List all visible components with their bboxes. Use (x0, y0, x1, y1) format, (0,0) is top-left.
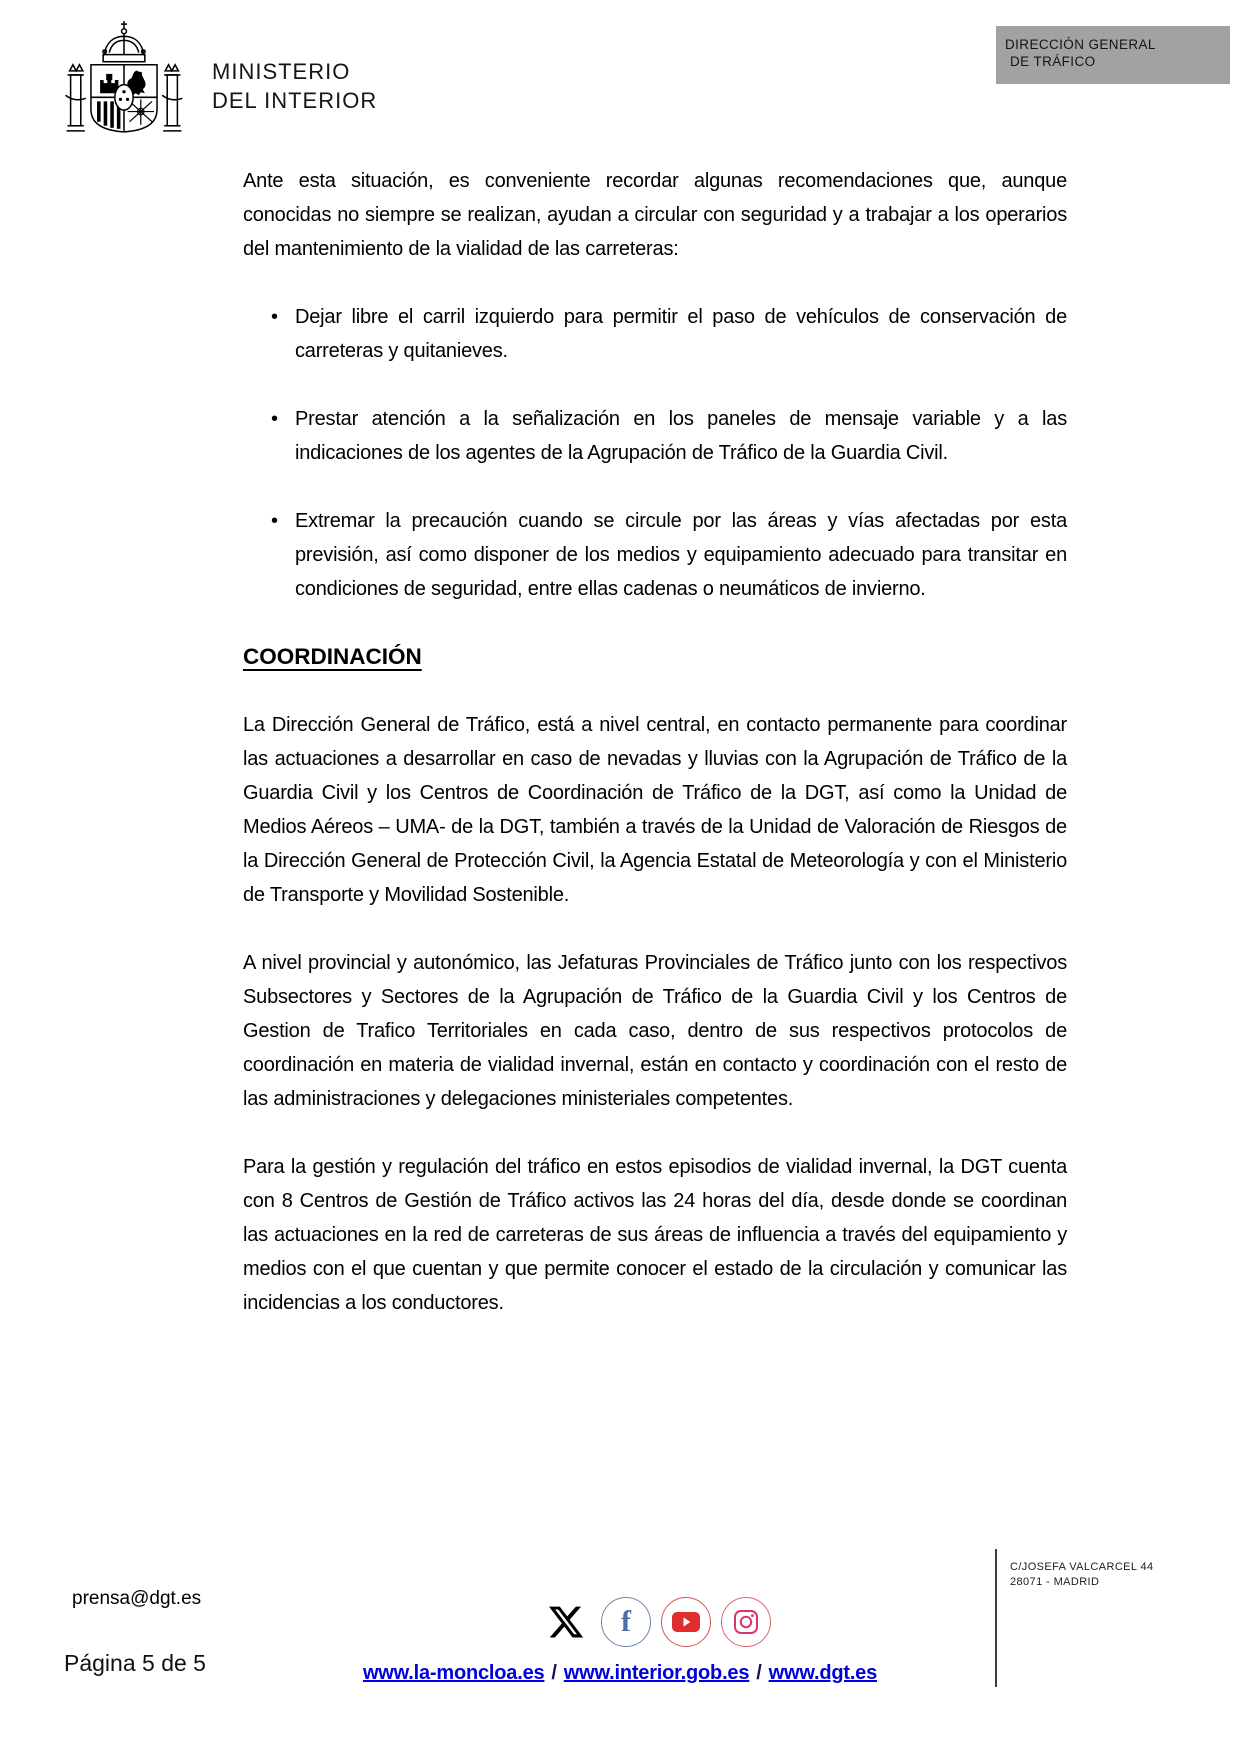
ministry-line1: MINISTERIO (212, 59, 351, 84)
section-heading-coordinacion: COORDINACIÓN (243, 644, 422, 669)
instagram-social-link[interactable] (720, 1596, 772, 1648)
social-icons-row (540, 1594, 772, 1650)
bullet-icon: • (271, 408, 278, 430)
list-item-text: Prestar atención a la señalización en los paneles de mensaje variable y a las indicaciones de los agentes de la Agrupación de Tráfico de la Guardia Civil. (295, 408, 1067, 464)
paragraph-coordination-1: La Dirección General de Tráfico, está a nivel central, en contacto permanente para coordinar las actuaciones a desarrollar en caso de nevadas y lluvias con la Agrupación de Tráfico de la Guardia Civil y los Centros de Coordinación de Tráfico de la DGT, así como la Unidad de Medios Aéreos – UMA- de la DGT, también a través de la Unidad de Valoración de Riesgos de la Dirección General de Protección Civil, la Agencia Estatal de Meteorología y con el Ministerio de Transporte y Movilidad Sostenible. (243, 714, 1067, 906)
link-separator: / (551, 1662, 557, 1684)
recommendations-list (243, 300, 1067, 606)
paragraph-coordination-2: A nivel provincial y autonómico, las Jefaturas Provinciales de Tráfico junto con los respectivos Subsectores y Sectores de la Agrupación de Tráfico de la Guardia Civil y los Centros de Gestion de Trafico Territoriales en cada caso, dentro de sus respectivos protocolos de coordinación en materia de vialidad invernal, están en contacto y coordinación con el resto de las administraciones y delegaciones ministeriales competentes. (243, 952, 1067, 1110)
bullet-icon: • (271, 510, 278, 532)
x-social-link[interactable] (540, 1596, 592, 1648)
youtube-icon (661, 1597, 711, 1647)
link-separator: / (756, 1662, 762, 1684)
department-line1: DIRECCIÓN GENERAL (1005, 37, 1156, 52)
paragraph-coordination-3: Para la gestión y regulación del tráfico en estos episodios de vialidad invernal, la DGT cuenta con 8 Centros de Gestión de Tráfico activos las 24 horas del día, desde donde se coordinan las actuaciones en la red de carreteras de sus áreas de influencia a través del equipamiento y medios con el que cuentan y que permite conocer el estado de la circulación y comunicar las incidencias a los conductores. (243, 1156, 1067, 1314)
list-item (243, 402, 1067, 470)
office-address (1010, 1560, 1154, 1590)
facebook-icon: f (601, 1597, 651, 1647)
facebook-social-link[interactable] (600, 1596, 652, 1648)
bullet-icon: • (271, 306, 278, 328)
instagram-icon (721, 1597, 771, 1647)
department-line2: DE TRÁFICO (1010, 54, 1096, 69)
ministry-line2: DEL INTERIOR (212, 88, 378, 113)
page-number: Página 5 de 5 (64, 1650, 206, 1676)
address-line2: 28071 - MADRID (1010, 1576, 1100, 1588)
youtube-social-link[interactable] (660, 1596, 712, 1648)
press-email: prensa@dgt.es (72, 1588, 202, 1609)
list-item-text: Dejar libre el carril izquierdo para permitir el paso de vehículos de conservación de carreteras y quitanieves. (295, 306, 1067, 362)
footer-links (0, 1662, 1240, 1685)
address-line1: C/JOSEFA VALCARCEL 44 (1010, 1561, 1154, 1573)
spain-coat-of-arms-logo (60, 18, 188, 138)
link-interior[interactable]: www.interior.gob.es (563, 1662, 750, 1684)
link-dgt[interactable]: www.dgt.es (768, 1662, 878, 1684)
document-body (243, 164, 1067, 1354)
footer-divider (995, 1549, 997, 1687)
list-item (243, 300, 1067, 368)
department-box (996, 26, 1230, 84)
list-item (243, 504, 1067, 606)
paragraph-intro: Ante esta situación, es conveniente recordar algunas recomendaciones que, aunque conocidas no siempre se realizan, ayudan a circular con seguridad y a trabajar a los operarios del mantenimiento de la vialidad de las carreteras: (243, 170, 1067, 260)
x-icon (547, 1603, 585, 1641)
ministry-wordmark (212, 57, 377, 115)
list-item-text: Extremar la precaución cuando se circule por las áreas y vías afectadas por esta previsión, así como disponer de los medios y equipamiento adecuado para transitar en condiciones de seguridad, entre ellas cadenas o neumáticos de invierno. (295, 510, 1067, 600)
link-la-moncloa[interactable]: www.la-moncloa.es (362, 1662, 545, 1684)
